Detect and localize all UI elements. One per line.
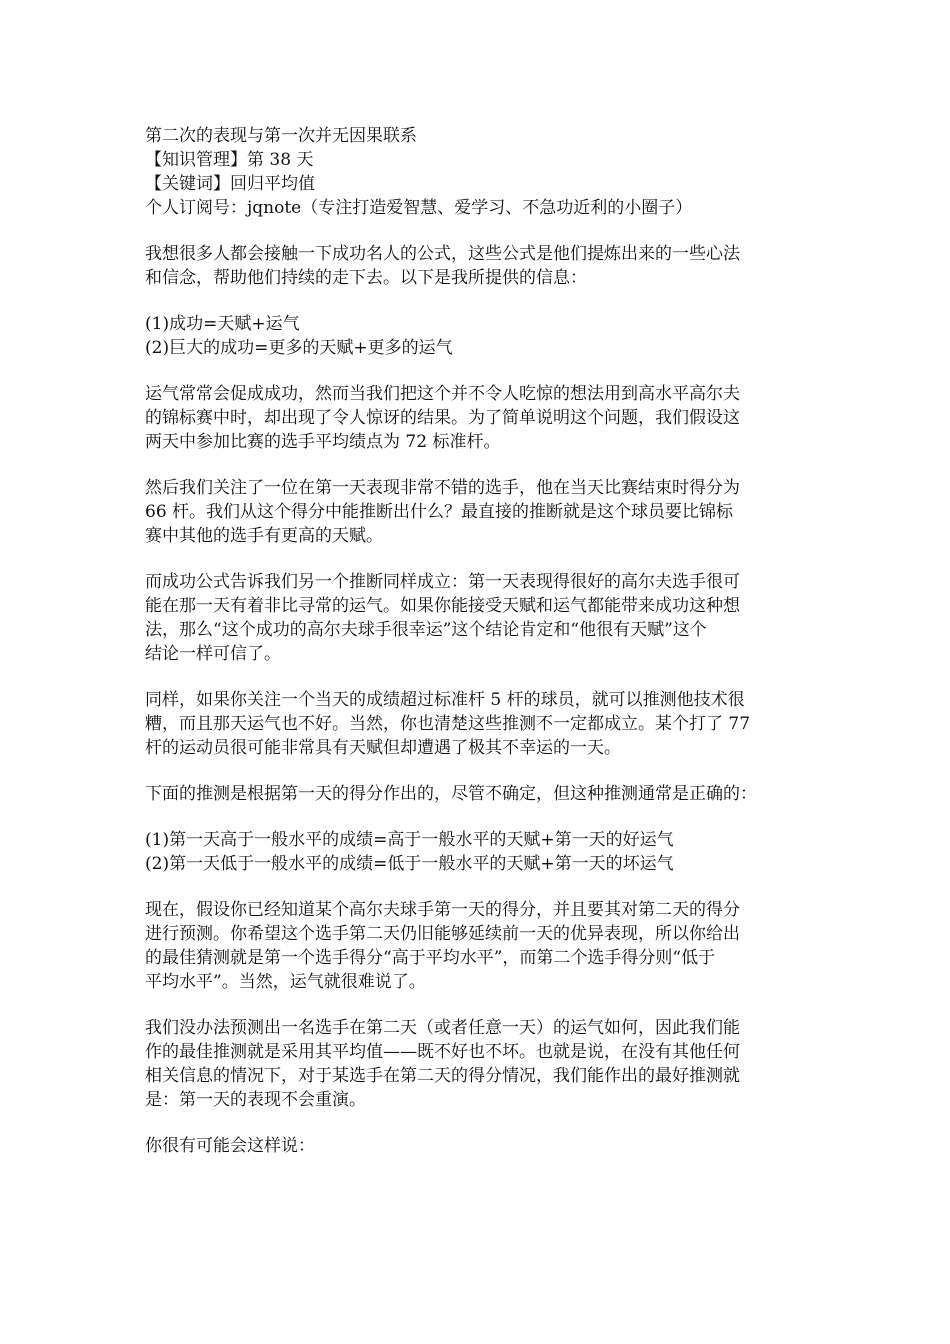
paragraph-line: 我想很多人都会接触一下成功名人的公式，这些公式是他们提炼出来的一些心法 [145, 244, 740, 264]
paragraph-line: 的锦标赛中时，却出现了令人惊讶的结果。为了简单说明这个问题，我们假设这 [145, 408, 740, 428]
document-body [145, 124, 825, 1180]
paragraph-line: 杆的运动员很可能非常具有天赋但却遭遇了极其不幸运的一天。 [145, 738, 621, 758]
paragraph-line: 法，那么“这个成功的高尔夫球手很幸运”这个结论肯定和“他很有天赋”这个 [145, 620, 707, 640]
paragraph-5 [145, 570, 825, 666]
paragraph-line: 赛中其他的选手有更高的天赋。 [145, 526, 383, 546]
keyword-label: 【关键词】回归平均值 [145, 174, 315, 194]
paragraph-line: 作的最佳推测就是采用其平均值——既不好也不坏。也就是说，在没有其他任何 [145, 1042, 740, 1062]
paragraph-line: 结论一样可信了。 [145, 644, 281, 664]
paragraph-line: 是：第一天的表现不会重演。 [145, 1090, 366, 1110]
paragraph-9 [145, 898, 825, 994]
paragraph-line: 我们没办法预测出一名选手在第二天（或者任意一天）的运气如何，因此我们能 [145, 1018, 740, 1038]
paragraph-7 [145, 782, 825, 806]
paragraph-line: 的最佳猜测就是第一个选手得分“高于平均水平”，而第二个选手得分则“低于 [145, 948, 716, 968]
paragraph-line: 同样，如果你关注一个当天的成绩超过标准杆 5 杆的球员，就可以推测他技术很 [145, 690, 745, 710]
paragraph-line: 两天中参加比赛的选手平均绩点为 72 标准杆。 [145, 432, 501, 452]
paragraph-line: 现在，假设你已经知道某个高尔夫球手第一天的得分，并且要其对第二天的得分 [145, 900, 740, 920]
paragraph-line: 进行预测。你希望这个选手第二天仍旧能够延续前一天的优异表现，所以你给出 [145, 924, 740, 944]
formula-item: (1)第一天高于一般水平的成绩=高于一般水平的天赋+第一天的好运气 [145, 830, 674, 850]
paragraph-line: 下面的推测是根据第一天的得分作出的，尽管不确定，但这种推测通常是正确的： [145, 784, 757, 804]
paragraph-line: 运气常常会促成成功，然而当我们把这个并不令人吃惊的想法用到高水平高尔夫 [145, 384, 740, 404]
paragraph-line: 糟，而且那天运气也不好。当然，你也清楚这些推测不一定都成立。某个打了 77 [145, 714, 751, 734]
formula-item: (2)巨大的成功=更多的天赋+更多的运气 [145, 338, 453, 358]
knowledge-day-label: 【知识管理】第 38 天 [145, 150, 314, 170]
paragraph-line: 平均水平”。当然，运气就很难说了。 [145, 972, 426, 992]
subscription-label: 个人订阅号：jqnote（专注打造爱智慧、爱学习、不急功近利的小圈子） [145, 198, 693, 218]
paragraph-11 [145, 1134, 825, 1158]
paragraph-line: 能在那一天有着非比寻常的运气。如果你能接受天赋和运气都能带来成功这种想 [145, 596, 740, 616]
paragraph-6 [145, 688, 825, 760]
paragraph-line: 相关信息的情况下，对于某选手在第二天的得分情况，我们能作出的最好推测就 [145, 1066, 740, 1086]
paragraph-line: 你很有可能会这样说： [145, 1136, 315, 1156]
formula-list-1 [145, 312, 825, 360]
paragraph-4 [145, 476, 825, 548]
formula-item: (2)第一天低于一般水平的成绩=低于一般水平的天赋+第一天的坏运气 [145, 854, 674, 874]
paragraph-3 [145, 382, 825, 454]
article-title: 第二次的表现与第一次并无因果联系 [145, 126, 417, 146]
article-header [145, 124, 825, 220]
paragraph-line: 然后我们关注了一位在第一天表现非常不错的选手，他在当天比赛结束时得分为 [145, 478, 740, 498]
formula-item: (1)成功=天赋+运气 [145, 314, 300, 334]
paragraph-line: 和信念，帮助他们持续的走下去。以下是我所提供的信息： [145, 268, 587, 288]
paragraph-10 [145, 1016, 825, 1112]
formula-list-2 [145, 828, 825, 876]
paragraph-1 [145, 242, 825, 290]
paragraph-line: 而成功公式告诉我们另一个推断同样成立：第一天表现得很好的高尔夫选手很可 [145, 572, 740, 592]
paragraph-line: 66 杆。我们从这个得分中能推断出什么？最直接的推断就是这个球员要比锦标 [145, 502, 734, 522]
